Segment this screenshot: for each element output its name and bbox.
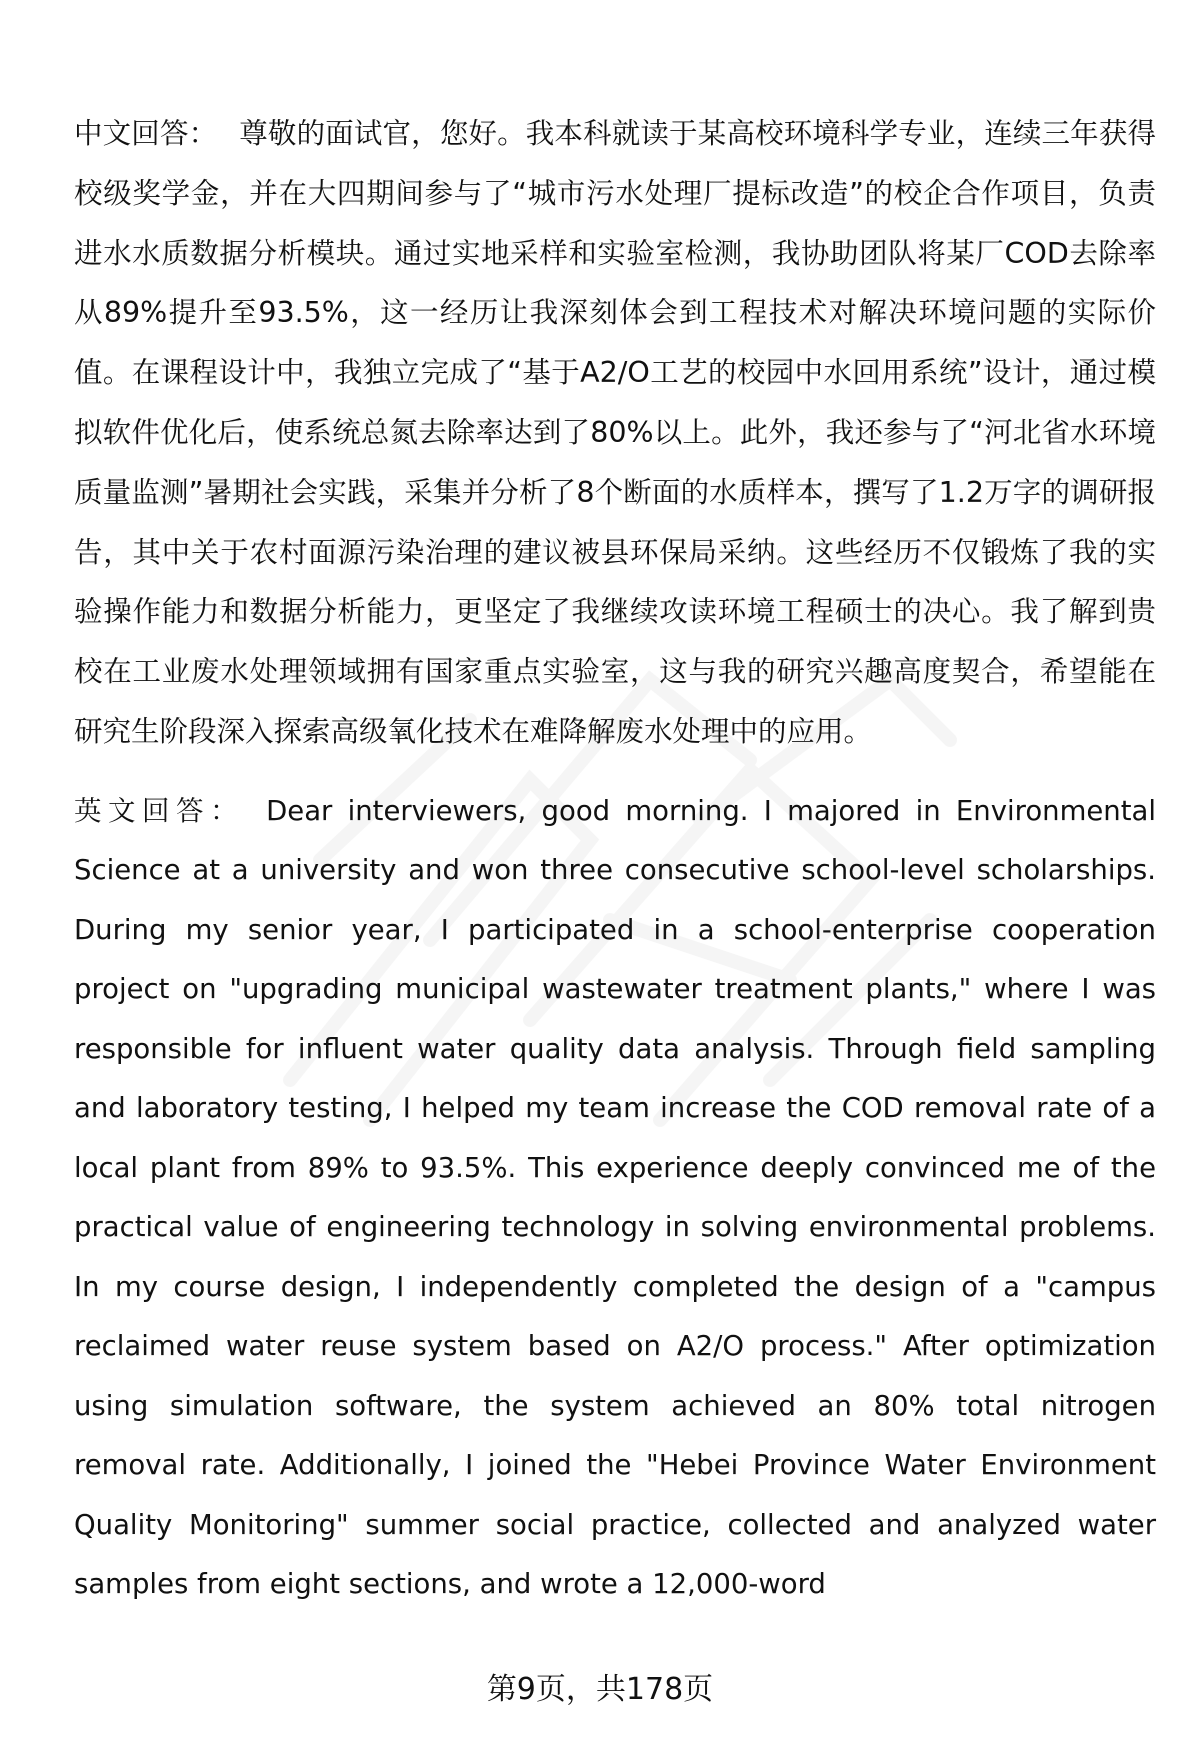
english-answer-text: Dear interviewers, good morning. I majored in Environmental Science at a university and won three consecutive school-level scholarships. During my senior year, I participated in a school-enterprise cooperation project on "upgrading municipal wastewater treatment plants," where I was responsible for influent water quality data analysis. Through field sampling and laboratory testing, I helped my team increase the COD removal rate of a local plant from 89% to 93.5%. This experience deeply convinced me of the practical value of engineering technology in solving environmental problems. In my course design, I independently completed the design of a "campus reclaimed water reuse system based on A2/O process." After optimization using simulation software, the system achieved an 80% total nitrogen removal rate. Additionally, I joined the "Hebei Province Water Environment Quality Monitoring" summer social practice, collected and analyzed water samples from eight sections, and wrote a 12,000-word [74, 794, 1156, 1601]
english-answer-label: 英文回答： [74, 794, 245, 827]
document-body [74, 104, 1156, 1615]
page-number-footer: 第9页，共178页 [486, 1672, 714, 1707]
chinese-answer-text: 尊敬的面试官，您好。我本科就读于某高校环境科学专业，连续三年获得校级奖学金，并在大四期间参与了“城市污水处理厂提标改造”的校企合作项目，负责进水水质数据分析模块。通过实地采样和实验室检测，我协助团队将某厂COD去除率从89%提升至93.5%，这一经历让我深刻体会到工程技术对解决环境问题的实际价值。在课程设计中，我独立完成了“基于A2/O工艺的校园中水回用系统”设计，通过模拟软件优化后，使系统总氮去除率达到了80%以上。此外，我还参与了“河北省水环境质量监测”暑期社会实践，采集并分析了8个断面的水质样本，撰写了1.2万字的调研报告，其中关于农村面源污染治理的建议被县环保局采纳。这些经历不仅锻炼了我的实验操作能力和数据分析能力，更坚定了我继续攻读环境工程硕士的决心。我了解到贵校在工业废水处理领域拥有国家重点实验室，这与我的研究兴趣高度契合，希望能在研究生阶段深入探索高级氧化技术在难降解废水处理中的应用。 [74, 117, 1156, 748]
chinese-answer-label: 中文回答： [74, 117, 218, 150]
english-answer-paragraph [74, 782, 1156, 1615]
chinese-answer-paragraph [74, 104, 1156, 762]
